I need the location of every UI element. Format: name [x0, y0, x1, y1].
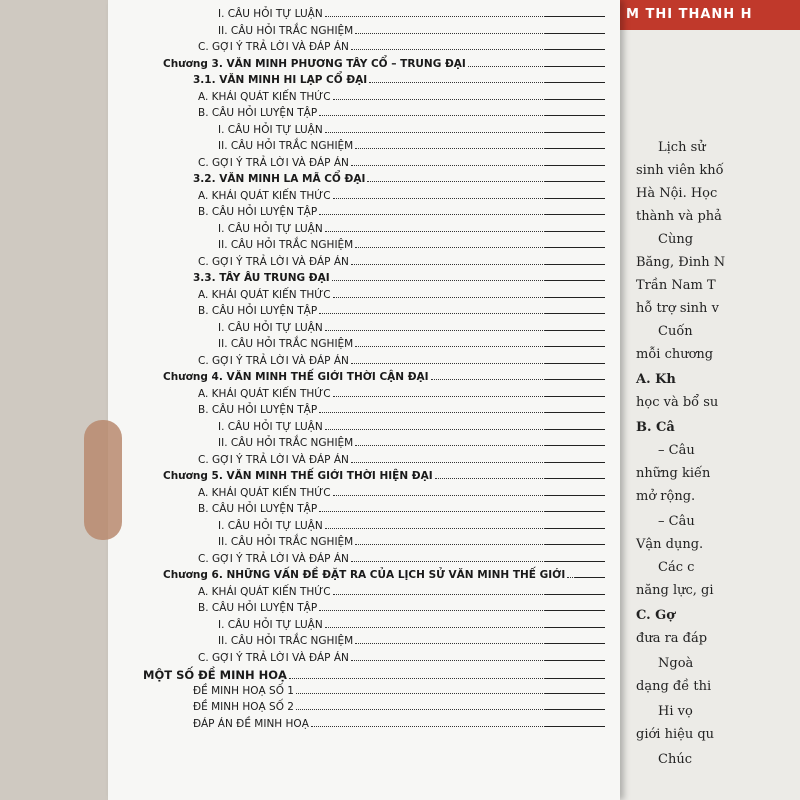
toc-dot-leader	[296, 693, 545, 694]
toc-leader-line	[545, 396, 605, 397]
toc-leader-line	[545, 610, 605, 611]
toc-entry	[198, 586, 605, 598]
toc-entry	[163, 371, 605, 383]
right-page-header: M THI THANH H	[626, 7, 753, 22]
thumb-holding-book	[84, 420, 122, 540]
toc-leader-line	[545, 462, 605, 463]
right-page-line: đưa ra đáp	[636, 631, 708, 646]
right-page-line: hỗ trợ sinh v	[636, 301, 719, 316]
toc-entry-title: I. CÂU HỎI TỰ LUẬN	[218, 519, 323, 532]
toc-dot-leader	[431, 379, 545, 380]
toc-entry-title: 3.3. TÂY ÂU TRUNG ĐẠI	[193, 272, 330, 284]
toc-entry-title: C. GỢI Ý TRẢ LỜI VÀ ĐÁP ÁN	[198, 255, 349, 268]
toc-entry-title: I. CÂU HỎI TỰ LUẬN	[218, 123, 323, 136]
toc-dot-leader	[355, 247, 545, 248]
toc-leader-line	[545, 726, 605, 727]
toc-leader-line	[545, 247, 605, 248]
toc-dot-leader	[333, 297, 545, 298]
toc-entry	[218, 8, 605, 20]
toc-leader-line	[545, 544, 605, 545]
toc-dot-leader	[332, 280, 545, 281]
toc-entry	[218, 635, 605, 647]
toc-entry-title: C. GỢI Ý TRẢ LỜI VÀ ĐÁP ÁN	[198, 41, 349, 53]
toc-entry	[198, 107, 605, 119]
toc-leader-line	[545, 561, 605, 562]
toc-dot-leader	[567, 577, 575, 578]
toc-leader-line	[545, 82, 605, 83]
toc-leader-line	[545, 346, 605, 347]
right-page-line: học và bổ su	[636, 395, 719, 410]
toc-dot-leader	[468, 66, 545, 67]
toc-leader-line	[545, 330, 605, 331]
toc-entry	[218, 322, 605, 334]
toc-entry	[198, 206, 605, 218]
toc-leader-line	[545, 709, 605, 710]
toc-entry	[193, 173, 605, 185]
toc-entry-title: ĐỀ MINH HOẠ SỐ 1	[193, 684, 294, 697]
toc-entry	[218, 338, 605, 350]
toc-dot-leader	[319, 610, 545, 611]
toc-dot-leader	[319, 115, 545, 116]
toc-leader-line	[545, 429, 605, 430]
toc-entry-title: Chương 3. VĂN MINH PHƯƠNG TÂY CỔ – TRUNG ĐẠI	[163, 57, 466, 70]
toc-entry	[198, 41, 605, 53]
toc-leader-line	[545, 165, 605, 166]
toc-leader-line	[545, 132, 605, 133]
toc-entry	[198, 256, 605, 268]
toc-entry-title: A. KHÁI QUÁT KIẾN THỨC	[198, 90, 331, 103]
toc-entry	[193, 272, 605, 284]
toc-leader-line	[545, 678, 605, 679]
toc-dot-leader	[325, 16, 545, 17]
toc-entry	[218, 421, 605, 433]
toc-entry	[193, 718, 605, 730]
toc-entry-title: B. CÂU HỎI LUYỆN TẬP	[198, 404, 318, 416]
toc-leader-line	[545, 643, 605, 644]
toc-leader-line	[545, 33, 605, 34]
toc-leader-line	[545, 297, 605, 298]
toc-leader-line	[545, 594, 605, 595]
toc-entry-title: B. CÂU HỎI LUYỆN TẬP	[198, 206, 318, 218]
right-page-line: A. Kh	[636, 372, 676, 387]
toc-entry	[198, 190, 605, 202]
right-page-line: B. Câ	[636, 420, 675, 435]
toc-entry	[218, 140, 605, 152]
right-page-line: Trần Nam T	[636, 278, 716, 293]
toc-entry	[198, 454, 605, 466]
toc-entry-title: A. KHÁI QUÁT KIẾN THỨC	[198, 585, 331, 598]
toc-entry	[218, 619, 605, 631]
toc-entry	[198, 91, 605, 103]
toc-dot-leader	[351, 462, 545, 463]
toc-dot-leader	[351, 660, 545, 661]
toc-entry-title: I. CÂU HỎI TỰ LUẬN	[218, 321, 323, 334]
left-page-toc	[108, 0, 620, 800]
toc-leader-line	[545, 693, 605, 694]
toc-dot-leader	[289, 678, 545, 679]
right-page-line: sinh viên khố	[636, 163, 724, 178]
toc-entry-title: 3.1. VĂN MINH HI LẠP CỔ ĐẠI	[193, 74, 368, 86]
toc-entry-title: II. CÂU HỎI TRẮC NGHIỆM	[218, 338, 354, 350]
right-page-line: C. Gợ	[636, 608, 675, 623]
right-page-header-band	[618, 0, 800, 30]
toc-leader-line	[545, 445, 605, 446]
toc-dot-leader	[351, 264, 545, 265]
toc-leader-line	[545, 16, 605, 17]
toc-leader-line	[545, 660, 605, 661]
toc-entry-title: II. CÂU HỎI TRẮC NGHIỆM	[218, 635, 354, 647]
toc-entry-title: I. CÂU HỎI TỰ LUẬN	[218, 618, 323, 631]
toc-leader-line	[545, 528, 605, 529]
toc-leader-line	[545, 264, 605, 265]
toc-entry	[163, 569, 605, 581]
toc-dot-leader	[325, 429, 545, 430]
toc-leader-line	[545, 495, 605, 496]
toc-entry	[198, 404, 605, 416]
right-page	[612, 0, 800, 800]
toc-entry	[198, 157, 605, 169]
toc-entry-title: C. GỢI Ý TRẢ LỜI VÀ ĐÁP ÁN	[198, 453, 349, 466]
right-page-line: mỗi chương	[636, 347, 714, 362]
right-page-line: Lịch sử	[658, 140, 706, 155]
toc-entry	[218, 239, 605, 251]
toc-entry-title: C. GỢI Ý TRẢ LỜI VÀ ĐÁP ÁN	[198, 552, 349, 565]
toc-entry-title: II. CÂU HỎI TRẮC NGHIỆM	[218, 140, 354, 152]
toc-entry	[198, 553, 605, 565]
toc-dot-leader	[351, 363, 545, 364]
toc-dot-leader	[333, 594, 545, 595]
toc-leader-line	[545, 313, 605, 314]
toc-entry-title: B. CÂU HỎI LUYỆN TẬP	[198, 602, 318, 614]
toc-entry	[218, 124, 605, 136]
toc-entry	[163, 58, 605, 70]
toc-dot-leader	[355, 346, 545, 347]
toc-entry-title: I. CÂU HỎI TỰ LUẬN	[218, 222, 323, 235]
toc-entry-title: I. CÂU HỎI TỰ LUẬN	[218, 420, 323, 433]
toc-entry-title: ĐÁP ÁN ĐỀ MINH HOẠ	[193, 717, 309, 730]
right-page-line: Ngoà	[658, 656, 694, 671]
toc-leader-line	[545, 280, 605, 281]
toc-dot-leader	[355, 33, 545, 34]
right-page-line: giới hiệu qu	[636, 727, 715, 742]
toc-dot-leader	[355, 148, 545, 149]
toc-entry	[193, 685, 605, 697]
toc-entry-title: I. CÂU HỎI TỰ LUẬN	[218, 8, 323, 20]
toc-dot-leader	[319, 313, 545, 314]
toc-dot-leader	[333, 396, 545, 397]
toc-entry-title: II. CÂU HỎI TRẮC NGHIỆM	[218, 437, 354, 449]
toc-leader-line	[545, 49, 605, 50]
toc-dot-leader	[351, 49, 545, 50]
right-page-line: mở rộng.	[636, 489, 696, 504]
toc-dot-leader	[325, 528, 545, 529]
toc-dot-leader	[333, 198, 545, 199]
toc-entry-title: II. CÂU HỎI TRẮC NGHIỆM	[218, 24, 354, 37]
toc-entry	[218, 25, 605, 37]
toc-dot-leader	[435, 478, 545, 479]
toc-leader-line	[545, 115, 605, 116]
toc-dot-leader	[369, 82, 545, 83]
right-page-line: những kiến	[636, 466, 711, 481]
toc-entry-title: Chương 4. VĂN MINH THẾ GIỚI THỜI CẬN ĐẠI	[163, 371, 429, 383]
toc-dot-leader	[319, 511, 545, 512]
toc-dot-leader	[325, 231, 545, 232]
toc-entry	[193, 74, 605, 86]
right-page-line: – Câu	[658, 443, 695, 458]
toc-dot-leader	[319, 214, 545, 215]
toc-entry-title: C. GỢI Ý TRẢ LỜI VÀ ĐÁP ÁN	[198, 156, 349, 169]
toc-entry-title: B. CÂU HỎI LUYỆN TẬP	[198, 305, 318, 317]
right-page-line: Băng, Đinh N	[636, 255, 726, 270]
toc-entry	[198, 487, 605, 499]
toc-entry	[218, 437, 605, 449]
toc-entry	[143, 668, 605, 682]
toc-dot-leader	[367, 181, 545, 182]
toc-entry	[198, 652, 605, 664]
toc-entry-title: MỘT SỐ ĐỀ MINH HOẠ	[143, 668, 287, 682]
toc-dot-leader	[325, 627, 545, 628]
toc-leader-line	[545, 198, 605, 199]
toc-entry-title: B. CÂU HỎI LUYỆN TẬP	[198, 107, 318, 119]
right-page-line: Các c	[658, 560, 695, 575]
toc-leader-line	[545, 214, 605, 215]
right-page-line: – Câu	[658, 514, 695, 529]
toc-leader-line	[545, 181, 605, 182]
right-page-line: Hi vọ	[658, 704, 693, 719]
toc-leader-line	[545, 627, 605, 628]
right-page-line: năng lực, gi	[636, 583, 714, 598]
right-page-line: thành và phả	[636, 209, 722, 224]
toc-entry-title: ĐỀ MINH HOẠ SỐ 2	[193, 701, 294, 713]
toc-leader-line	[545, 511, 605, 512]
toc-dot-leader	[311, 726, 545, 727]
toc-dot-leader	[296, 709, 545, 710]
toc-entry	[218, 520, 605, 532]
toc-dot-leader	[355, 544, 545, 545]
toc-entry-title: Chương 6. NHỮNG VẤN ĐỀ ĐẶT RA CỦA LỊCH SỬ VĂN MINH THẾ GIỚI	[163, 569, 566, 581]
toc-leader-line	[545, 478, 605, 479]
toc-entry-title: Chương 5. VĂN MINH THẾ GIỚI THỜI HIỆN ĐẠI	[163, 470, 433, 482]
toc-entry-title: 3.2. VĂN MINH LA MÃ CỔ ĐẠI	[193, 173, 366, 185]
right-page-line: Vận dụng.	[636, 537, 704, 552]
toc-dot-leader	[355, 445, 545, 446]
toc-entry	[198, 503, 605, 515]
toc-leader-line	[545, 148, 605, 149]
toc-entry	[193, 701, 605, 713]
toc-entry	[198, 388, 605, 400]
toc-dot-leader	[319, 412, 545, 413]
toc-leader-line	[545, 99, 605, 100]
toc-leader-line	[545, 379, 605, 380]
toc-entry	[198, 305, 605, 317]
toc-entry-title: II. CÂU HỎI TRẮC NGHIỆM	[218, 239, 354, 251]
toc-entry	[218, 223, 605, 235]
right-page-line: Cùng	[658, 232, 694, 247]
toc-entry-title: B. CÂU HỎI LUYỆN TẬP	[198, 503, 318, 515]
toc-leader-line	[545, 66, 605, 67]
toc-entry-title: A. KHÁI QUÁT KIẾN THỨC	[198, 189, 331, 202]
toc-entry-title: A. KHÁI QUÁT KIẾN THỨC	[198, 486, 331, 499]
toc-dot-leader	[333, 495, 545, 496]
toc-entry	[218, 536, 605, 548]
toc-dot-leader	[355, 643, 545, 644]
toc-entry-title: A. KHÁI QUÁT KIẾN THỨC	[198, 387, 331, 400]
toc-leader-line	[545, 412, 605, 413]
toc-entry-title: II. CÂU HỎI TRẮC NGHIỆM	[218, 536, 354, 548]
right-page-line: Hà Nội. Học	[636, 186, 718, 201]
toc-entry	[198, 289, 605, 301]
toc-entry	[198, 355, 605, 367]
toc-leader-line	[545, 231, 605, 232]
toc-dot-leader	[351, 165, 545, 166]
right-page-line: Cuốn	[658, 324, 693, 339]
right-page-line: Chúc	[658, 752, 692, 767]
toc-dot-leader	[325, 132, 545, 133]
toc-entry	[163, 470, 605, 482]
toc-dot-leader	[325, 330, 545, 331]
toc-entry-title: A. KHÁI QUÁT KIẾN THỨC	[198, 288, 331, 301]
toc-entry-title: C. GỢI Ý TRẢ LỜI VÀ ĐÁP ÁN	[198, 354, 349, 367]
toc-dot-leader	[351, 561, 545, 562]
toc-dot-leader	[333, 99, 545, 100]
toc-entry-title: C. GỢI Ý TRẢ LỜI VÀ ĐÁP ÁN	[198, 651, 349, 664]
right-page-line: dạng đề thi	[636, 679, 712, 694]
toc-entry	[198, 602, 605, 614]
toc-leader-line	[575, 577, 605, 578]
toc-leader-line	[545, 363, 605, 364]
